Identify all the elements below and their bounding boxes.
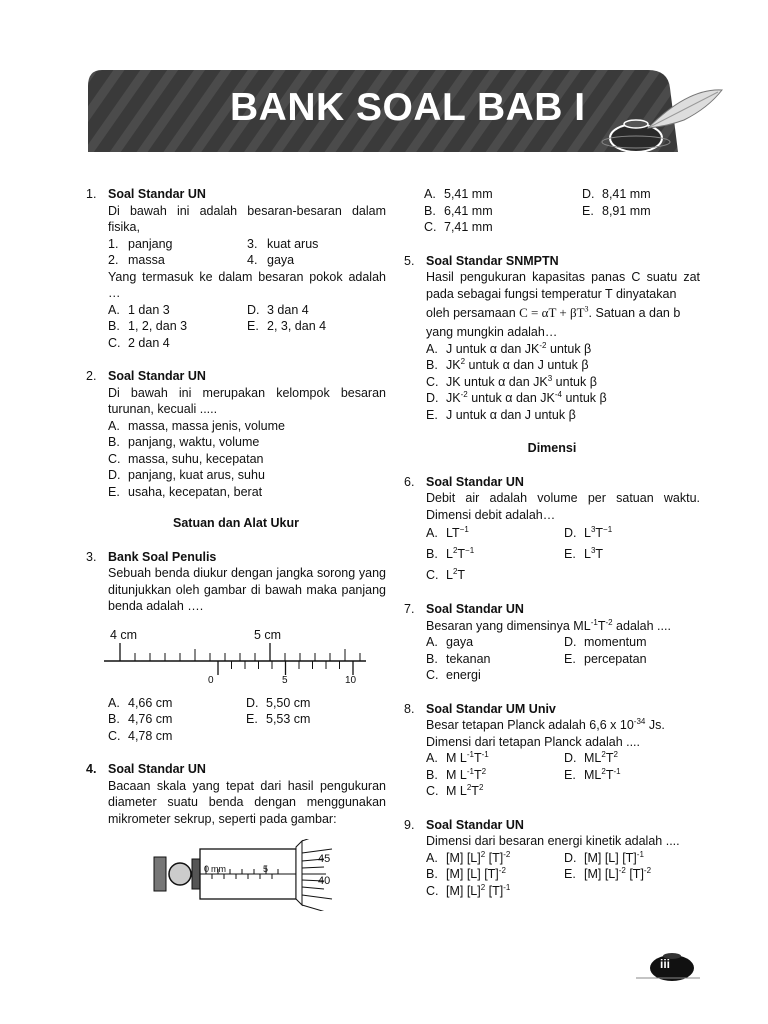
question-heading: Soal Standar UN (426, 474, 524, 489)
option-d: D. $JK^{-2}$ untuk α dan $JK^{-4}$ untuk β (426, 389, 607, 405)
question-2: 2. Soal Standar UN Di bawah ini merupakan kelompok besaran turunan, kecuali ..... A. massa, massa jenis, volume B. panjang, waktu, volume C. massa, suhu, kecepatan D. panjang, kuat arus, suhu E. usaha, kecepatan, berat (86, 369, 386, 499)
main-scale-label: 4 cm (110, 627, 138, 642)
question-3: 3. Bank Soal Penulis Sebuah benda diukur dengan jangka sorong yang ditunjukkan oleh gambar di bawah maka panjang benda adalah …. 4 cm 5 cm 0 5 10 A. 4,66 cm D. 5,50 cm B. 4,76 cm E. 5,53 cm C. 4,78 cm (86, 549, 386, 743)
question-heading: Soal Standar UN (108, 369, 206, 383)
question-4-options (404, 186, 700, 236)
answer-options (426, 850, 700, 900)
option-e: E. 2, 3, dan 4 (247, 319, 327, 333)
equation: $C = \alpha T + \beta T^3$ (519, 304, 589, 320)
vernier-label: 0 (208, 674, 214, 686)
option-d: D. $ML^2T^2$ (564, 749, 618, 765)
option-c: C. 2 dan 4 (108, 335, 170, 350)
option-d: D. momentum (564, 635, 647, 649)
answer-options (108, 302, 386, 352)
question-heading: Soal Standar UM Univ (426, 701, 556, 716)
option-b: B. tekanan (426, 651, 491, 666)
option-b: B. 6,41 mm (424, 203, 493, 218)
option-d: D. 5,50 cm (246, 695, 311, 710)
option-a: A. J untuk α dan $JK^{-2}$ untuk β (426, 340, 592, 356)
option-b: B. 1, 2, dan 3 (108, 319, 188, 333)
option-a: A. 4,66 cm (108, 695, 173, 710)
answer-options (108, 695, 386, 745)
question-6: 6. Soal Standar UN Debit air adalah volume per satuan waktu. Dimensi debit adalah… A. $LT^{-1}$ D. $L^3T^{-1}$ B. $L^2T^{-1}$ E. $L^3T$ C. $L^2T$ (404, 474, 700, 587)
option-c: C. $L^2T$ (426, 566, 466, 582)
question-9: 9. Soal Standar UN Dimensi dari besaran energi kinetik adalah .... A. [M] $[L]^2$ $[T]^{-2}$ D. [M] [L] $[T]^{-1}$ B. [M] [L] $[T]^{-2}$ E. [M] $[L]^{-2}$ $[T]^{-2}$ C. [M] $[L]^2$ $[T]^{-1}$ (404, 817, 700, 900)
right-column (404, 186, 700, 899)
answer-options (108, 418, 386, 501)
option-c: C. M $L^2T^2$ (426, 782, 484, 798)
question-heading: Soal Standar UN (108, 187, 206, 201)
option-e: E. usaha, kecepatan, berat (108, 484, 263, 499)
option-e: E. $ML^2T^{-1}$ (564, 766, 621, 782)
page-title: BANK SOAL BAB I (230, 86, 586, 129)
option-c: C. [M] $[L]^2$ $[T]^{-1}$ (426, 882, 511, 898)
micrometer-diagram: 0 mm 5 45 40 (108, 831, 386, 911)
section-heading: Dimensi (527, 441, 577, 455)
question-7: 7. Soal Standar UN Besaran yang dimensinya $ML^{-1}T^{-2}$ adalah .... A. gaya D. momentum B. tekanan E. percepatan C. energi (404, 601, 700, 684)
option-d: D. $L^3T^{-1}$ (564, 524, 613, 540)
option-e: E. [M] $[L]^{-2}$ $[T]^{-2}$ (564, 865, 652, 881)
option-b: B. $L^2T^{-1}$ (426, 545, 475, 561)
answer-options (426, 634, 700, 684)
question-8: 8. Soal Standar UM Univ Besar tetapan Planck adalah 6,6 x $10^{-34}$ Js. Dimensi dari tetapan Planck adalah .... A. M $L^{-1}T^{-1}$ D. $ML^2T^2$ B. M $L^{-1}T^2$ E. $ML^2T^{-1}$ C. M $L^2T^2$ (404, 701, 700, 800)
option-e: E. percepatan (564, 651, 647, 666)
answer-options (426, 750, 700, 800)
option-c: C. energi (426, 668, 481, 682)
option-b: B. panjang, waktu, volume (108, 435, 260, 449)
answer-options (426, 523, 700, 586)
vernier-label: 5 (282, 674, 288, 686)
question-heading: Soal Standar SNMPTN (426, 253, 559, 268)
option-a: A. 1 dan 3 (108, 302, 170, 317)
question-4: 4. Soal Standar UN Bacaan skala yang tepat dari hasil pengukuran diameter suatu benda dengan menggunakan mikrometer sekrup, seperti pada gambar: 0 mm 5 45 40 (86, 761, 386, 911)
option-a: A. massa, massa jenis, volume (108, 418, 286, 433)
option-b: B. [M] [L] $[T]^{-2}$ (426, 865, 506, 881)
option-b: B. $JK^2$ untuk α dan J untuk β (426, 356, 589, 372)
option-c: C. massa, suhu, kecepatan (108, 451, 264, 466)
answer-options (426, 341, 700, 424)
item-list: 1. panjang 3. kuat arus 2. massa 4. gaya (108, 236, 319, 267)
option-c: C. 7,41 mm (424, 220, 493, 234)
option-d: D. 8,41 mm (582, 187, 651, 201)
option-a: A. 5,41 mm (424, 187, 493, 201)
section-heading: Satuan dan Alat Ukur (173, 516, 299, 530)
option-d: D. [M] [L] $[T]^{-1}$ (564, 849, 644, 865)
vernier-caliper-diagram (86, 621, 386, 695)
option-e: E. 8,91 mm (582, 203, 651, 218)
question-heading: Soal Standar UN (426, 817, 524, 832)
question-heading: Bank Soal Penulis (108, 549, 217, 564)
option-d: D. panjang, kuat arus, suhu (108, 468, 265, 482)
option-e: E. J untuk α dan J untuk β (426, 407, 576, 422)
option-e: E. 5,53 cm (246, 712, 311, 726)
vernier-label: 10 (345, 674, 357, 686)
left-column (86, 186, 386, 911)
option-e: E. $L^3T$ (564, 545, 604, 561)
option-d: D. 3 dan 4 (247, 302, 309, 317)
option-b: B. M $L^{-1}T^2$ (426, 766, 487, 782)
main-scale-label: 5 cm (254, 627, 282, 642)
option-a: A. [M] $[L]^2$ $[T]^{-2}$ (426, 849, 511, 865)
option-a: A. $LT^{-1}$ (426, 524, 469, 540)
option-c: C. 4,78 cm (108, 728, 173, 743)
question-5: 5. Soal Standar SNMPTN Hasil pengukuran kapasitas panas C suatu zat pada sebagai fungsi temperatur T dinyatakan oleh persamaan $C = \alpha T + \beta T^3$. Satuan a dan b yang mungkin adalah… A. J untuk α dan $JK^{-2}$ untuk β B. $JK^2$ untuk α dan J untuk β C. JK untuk α dan $JK^3$ untuk β D. $JK^{-2}$ untuk α dan $JK^{-4}$ untuk β E. J untuk α dan J untuk β (404, 253, 700, 422)
option-c: C. JK untuk α dan $JK^3$ untuk β (426, 373, 597, 389)
page-number: iii (660, 957, 671, 971)
question-heading: Soal Standar UN (426, 602, 524, 616)
option-a: A. M $L^{-1}T^{-1}$ (426, 749, 489, 765)
question-1: 1. Soal Standar UN Di bawah ini adalah besaran-besaran dalam fisika, 1. panjang 3. kuat arus 2. massa 4. gaya Yang termasuk ke dalam besaran pokok adalah … A. 1 dan 3 D. 3 dan 4 B. 1, 2, dan 3 E. 2, 3, dan 4 C. 2 dan 4 (86, 187, 386, 350)
option-b: B. 4,76 cm (108, 712, 173, 726)
option-a: A. gaya (426, 635, 474, 649)
question-heading: Soal Standar UN (108, 762, 206, 776)
